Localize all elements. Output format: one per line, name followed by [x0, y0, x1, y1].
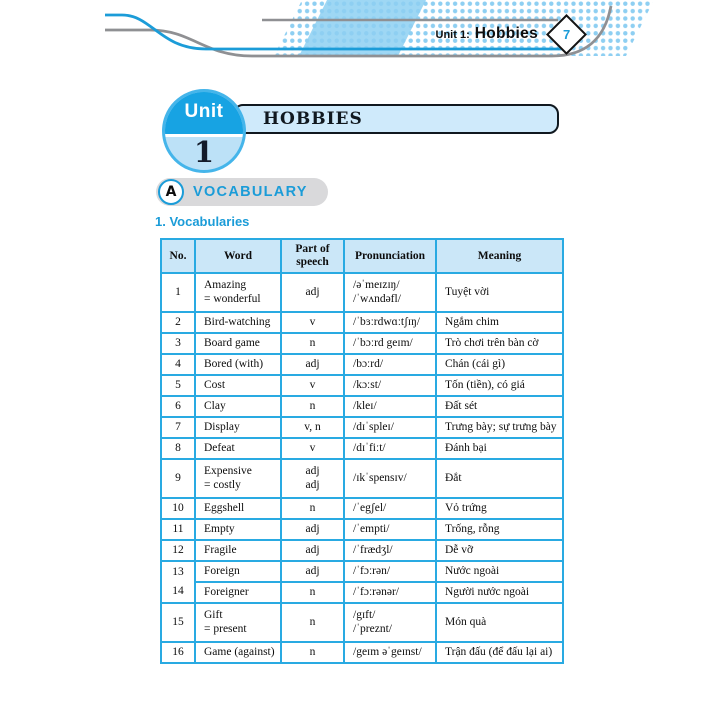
cell-part-of-speech: adj [281, 273, 344, 312]
cell-no: 13 14 [161, 561, 195, 603]
cell-word: Expensive = costly [195, 459, 281, 498]
table-row [161, 603, 563, 642]
cell-pronunciation: /geɪm əˈgeɪnst/ [344, 642, 436, 663]
table-row [161, 333, 563, 354]
column-header: Pronunciation [344, 239, 436, 273]
cell-part-of-speech: adj [281, 540, 344, 561]
cell-pronunciation: /ˈfɔːrənər/ [344, 582, 436, 603]
cell-word: Foreigner [195, 582, 281, 603]
column-header: Meaning [436, 239, 563, 273]
cell-part-of-speech: n [281, 603, 344, 642]
cell-meaning: Trưng bày; sự trưng bày [436, 417, 563, 438]
cell-part-of-speech: n [281, 333, 344, 354]
cell-pronunciation: /ˈbɜːrdwɑːtʃɪŋ/ [344, 312, 436, 333]
cell-part-of-speech: adj [281, 561, 344, 582]
cell-meaning: Người nước ngoài [436, 582, 563, 603]
vocabulary-section-label: VOCABULARY [193, 184, 308, 200]
unit-badge [162, 89, 246, 173]
cell-meaning: Trò chơi trên bàn cờ [436, 333, 563, 354]
cell-part-of-speech: v [281, 438, 344, 459]
header-unit-label [436, 25, 538, 43]
cell-word: Fragile [195, 540, 281, 561]
cell-no: 11 [161, 519, 195, 540]
cell-no: 1 [161, 273, 195, 312]
cell-pronunciation: /kɔːst/ [344, 375, 436, 396]
cell-word: Display [195, 417, 281, 438]
cell-pronunciation: /ˈfɔːrən/ [344, 561, 436, 582]
cell-pronunciation: /ˈegʃel/ [344, 498, 436, 519]
cell-meaning: Món quà [436, 603, 563, 642]
cell-part-of-speech: v, n [281, 417, 344, 438]
cell-pronunciation: /gɪft/ /ˈpreznt/ [344, 603, 436, 642]
cell-pronunciation: /bɔːrd/ [344, 354, 436, 375]
cell-no: 5 [161, 375, 195, 396]
table-header-row [161, 239, 563, 273]
cell-part-of-speech: v [281, 312, 344, 333]
vocab-table-body [161, 273, 563, 663]
cell-no: 15 [161, 603, 195, 642]
cell-meaning: Đất sét [436, 396, 563, 417]
cell-word: Game (against) [195, 642, 281, 663]
cell-pronunciation: /dɪˈspleɪ/ [344, 417, 436, 438]
vocabulary-table [160, 238, 564, 664]
page-number: 7 [562, 26, 571, 42]
cell-word: Foreign [195, 561, 281, 582]
cell-word: Board game [195, 333, 281, 354]
table-row [161, 438, 563, 459]
cell-no: 16 [161, 642, 195, 663]
header-unit-title: Hobbies [474, 25, 538, 42]
cell-meaning: Chán (cái gì) [436, 354, 563, 375]
vocabulary-section-header [156, 178, 328, 206]
table-row [161, 459, 563, 498]
cell-part-of-speech: n [281, 582, 344, 603]
cell-meaning: Đánh bại [436, 438, 563, 459]
table-row [161, 540, 563, 561]
cell-meaning: Vỏ trứng [436, 498, 563, 519]
unit-title-text: HOBBIES [263, 109, 363, 129]
cell-pronunciation: /kleɪ/ [344, 396, 436, 417]
column-header: No. [161, 239, 195, 273]
cell-no: 4 [161, 354, 195, 375]
cell-no: 7 [161, 417, 195, 438]
cell-part-of-speech: adj [281, 354, 344, 375]
cell-meaning: Trận đấu (để đấu lại ai) [436, 642, 563, 663]
header-decoration [0, 0, 726, 84]
table-row [161, 519, 563, 540]
cell-no: 12 [161, 540, 195, 561]
cell-meaning: Đắt [436, 459, 563, 498]
table-row [161, 582, 563, 603]
cell-word: Bird-watching [195, 312, 281, 333]
column-header: Word [195, 239, 281, 273]
cell-meaning: Tốn (tiền), có giá [436, 375, 563, 396]
table-row [161, 498, 563, 519]
unit-title-bar [233, 104, 559, 134]
cell-pronunciation: /əˈmeɪzɪŋ/ /ˈwʌndəfl/ [344, 273, 436, 312]
cell-no: 2 [161, 312, 195, 333]
cell-no: 8 [161, 438, 195, 459]
unit-badge-word: Unit [184, 101, 224, 122]
cell-word: Amazing = wonderful [195, 273, 281, 312]
header-unit-number: Unit 1: [435, 29, 470, 41]
cell-word: Clay [195, 396, 281, 417]
table-row [161, 273, 563, 312]
cell-no: 6 [161, 396, 195, 417]
column-header: Part of speech [281, 239, 344, 273]
table-row [161, 354, 563, 375]
cell-pronunciation: /ˈempti/ [344, 519, 436, 540]
table-row [161, 312, 563, 333]
table-row [161, 561, 563, 582]
cell-pronunciation: /ɪkˈspensɪv/ [344, 459, 436, 498]
cell-no: 3 [161, 333, 195, 354]
cell-no: 10 [161, 498, 195, 519]
cell-word: Eggshell [195, 498, 281, 519]
cell-pronunciation: /ˈbɔːrd geɪm/ [344, 333, 436, 354]
subsection-heading: 1. Vocabularies [155, 214, 250, 229]
cell-pronunciation: /dɪˈfiːt/ [344, 438, 436, 459]
cell-word: Defeat [195, 438, 281, 459]
cell-meaning: Tuyệt vời [436, 273, 563, 312]
cell-word: Bored (with) [195, 354, 281, 375]
cell-word: Empty [195, 519, 281, 540]
cell-meaning: Nước ngoài [436, 561, 563, 582]
cell-pronunciation: /ˈfrædʒl/ [344, 540, 436, 561]
cell-word: Gift = present [195, 603, 281, 642]
cell-meaning: Trống, rỗng [436, 519, 563, 540]
cell-part-of-speech: adj [281, 519, 344, 540]
unit-badge-number: 1 [193, 135, 215, 169]
cell-word: Cost [195, 375, 281, 396]
cell-part-of-speech: n [281, 642, 344, 663]
cell-no: 9 [161, 459, 195, 498]
cell-part-of-speech: n [281, 396, 344, 417]
cell-part-of-speech: v [281, 375, 344, 396]
cell-part-of-speech: adj adj [281, 459, 344, 498]
cell-meaning: Ngắm chim [436, 312, 563, 333]
table-row [161, 417, 563, 438]
cell-part-of-speech: n [281, 498, 344, 519]
table-row [161, 375, 563, 396]
letter-a-icon: A [158, 179, 184, 205]
cell-meaning: Dễ vỡ [436, 540, 563, 561]
table-row [161, 642, 563, 663]
table-row [161, 396, 563, 417]
